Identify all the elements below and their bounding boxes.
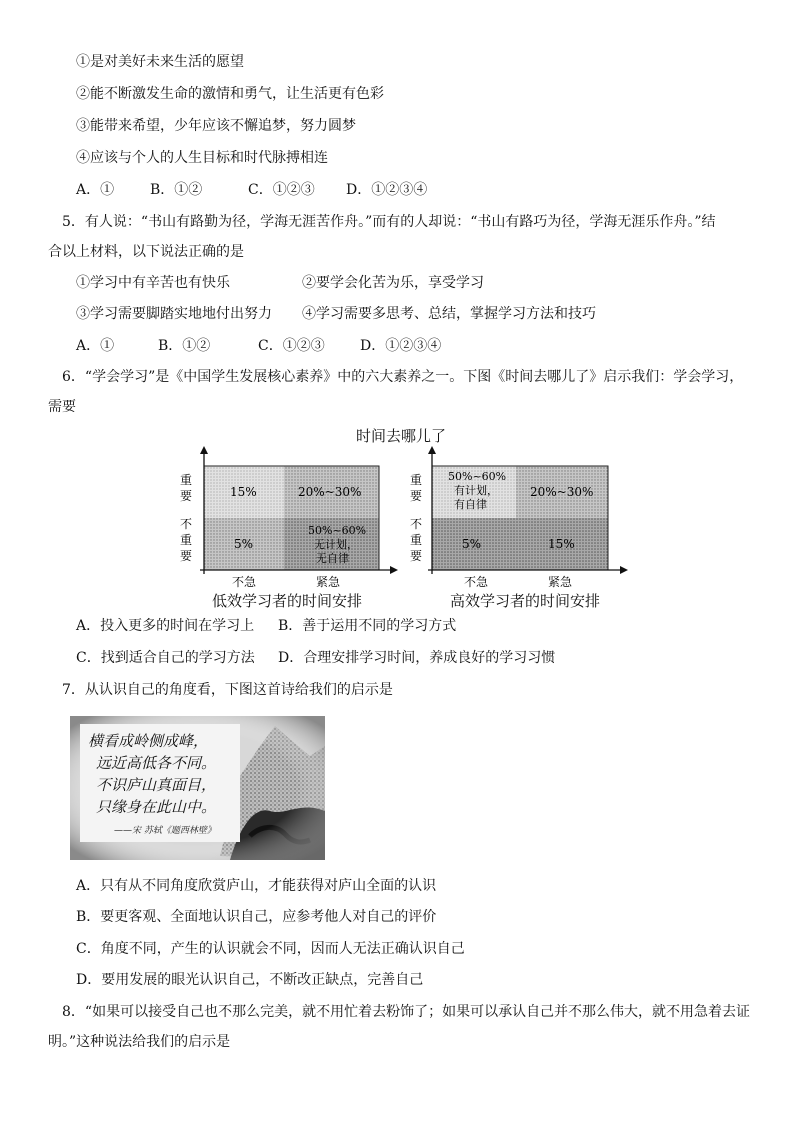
q4-option-b: B．①② [150,182,203,198]
q7-option-b: B．要更客观、全面地认识自己，应参考他人对自己的评价 [76,909,437,925]
q8-stem-line1: 8．“如果可以接受自己也不那么完美，就不用忙着去粉饰了；如果可以承认自己并不那么伟大，就不用急着去证 [62,1004,751,1020]
high-ylabel-5: 要 [410,549,423,563]
q7-option-a: A．只有从不同角度欣赏庐山，才能获得对庐山全面的认识 [76,878,437,894]
chart-main-title: 时间去哪儿了 [356,427,447,445]
high-cell-label-discipline: 有自律 [454,498,487,511]
high-x-arrow-icon [620,566,628,574]
q6-stem-line1: 6．“学会学习”是《中国学生发展核心素养》中的六大素养之一。下图《时间去哪儿了》启示我们：学会学习， [62,369,744,385]
q6-option-a: A．投入更多的时间在学习上 [76,618,255,634]
high-cell-label-15: 15% [548,537,575,551]
q4-statement-3: ③能带来希望，少年应该不懈追梦，努力圆梦 [76,118,356,134]
high-ylabel-1: 重 [410,473,423,487]
high-chart-caption: 高效学习者的时间安排 [450,592,601,610]
low-cell-label-2030: 20%~30% [298,485,362,499]
q4-statement-1: ①是对美好未来生活的愿望 [76,54,244,70]
low-chart-caption: 低效学习者的时间安排 [212,592,363,610]
low-efficiency-chart [168,446,400,591]
high-y-arrow-icon [428,446,436,454]
q7-option-c: C．角度不同，产生的认识就会不同，因而人无法正确认识自己 [76,941,465,957]
poem-line-2: 远近高低各不同。 [96,754,217,772]
low-y-arrow-icon [200,446,208,454]
low-cell-label-nodiscipline: 无自律 [316,552,349,565]
q8-stem-line2: 明。”这种说法给我们的启示是 [48,1034,231,1050]
high-cell-label-2030: 20%~30% [530,485,594,499]
q4-option-c: C．①②③ [248,182,315,198]
q6-option-c: C．找到适合自己的学习方法 [76,650,255,666]
poem-signature: ——宋 苏轼《题西林壁》 [114,826,216,836]
high-ylabel-3: 不 [410,517,423,531]
q5-stem-line2: 合以上材料，以下说法正确的是 [48,244,244,260]
q5-statement-1: ①学习中有辛苦也有快乐 [76,275,230,291]
low-ylabel-3: 不 [180,517,193,531]
q4-statement-2: ②能不断激发生命的激情和勇气，让生活更有色彩 [76,86,384,102]
poem-line-3: 不识庐山真面目， [96,776,217,794]
q5-statement-2: ②要学会化苦为乐，享受学习 [302,275,484,291]
q4-option-d: D．①②③④ [346,182,428,198]
q5-stem-line1: 5．有人说：“书山有路勤为径，学海无涯苦作舟。”而有的人却说：“书山有路巧为径，学海无涯乐作舟。”结 [62,214,716,230]
high-cell-label-plan: 有计划， [454,484,498,497]
low-cell-label-15: 15% [230,485,257,499]
high-xlabel-right: 紧急 [548,575,573,589]
q5-option-c: C．①②③ [258,338,325,354]
q6-stem-line2: 需要 [48,399,76,415]
q7-stem: 7．从认识自己的角度看，下图这首诗给我们的启示是 [62,682,393,698]
q7-option-d: D．要用发展的眼光认识自己，不断改正缺点，完善自己 [76,972,424,988]
q6-option-d: D．合理安排学习时间，养成良好的学习习惯 [278,650,556,666]
low-cell-label-5060: 50%~60% [308,524,367,537]
high-cell-label-5: 5% [462,537,482,551]
q5-statement-3: ③学习需要脚踏实地地付出努力 [76,306,272,322]
poem-line-1: 横看成岭侧成峰， [88,732,209,750]
q6-option-b: B．善于运用不同的学习方式 [278,618,457,634]
q4-option-a: A．① [76,182,115,198]
high-ylabel-4: 重 [410,533,423,547]
q5-option-d: D．①②③④ [360,338,442,354]
low-xlabel-left: 不急 [232,575,257,589]
low-cell-label-noplan: 无计划， [314,538,358,551]
high-ylabel-2: 要 [410,489,423,503]
high-efficiency-chart [396,446,632,591]
high-xlabel-left: 不急 [464,575,489,589]
low-cell-label-5: 5% [234,537,254,551]
low-ylabel-2: 要 [180,489,193,503]
low-ylabel-1: 重 [180,473,193,487]
low-ylabel-4: 重 [180,533,193,547]
high-cell-label-5060: 50%~60% [448,470,507,483]
poem-line-4: 只缘身在此山中。 [96,798,217,816]
low-xlabel-right: 紧急 [316,575,341,589]
q5-statement-4: ④学习需要多思考、总结，掌握学习方法和技巧 [302,306,596,322]
low-ylabel-5: 要 [180,549,193,563]
poem-image [70,716,325,860]
q4-statement-4: ④应该与个人的人生目标和时代脉搏相连 [76,150,328,166]
q5-option-a: A．① [76,338,115,354]
q5-option-b: B．①② [158,338,211,354]
